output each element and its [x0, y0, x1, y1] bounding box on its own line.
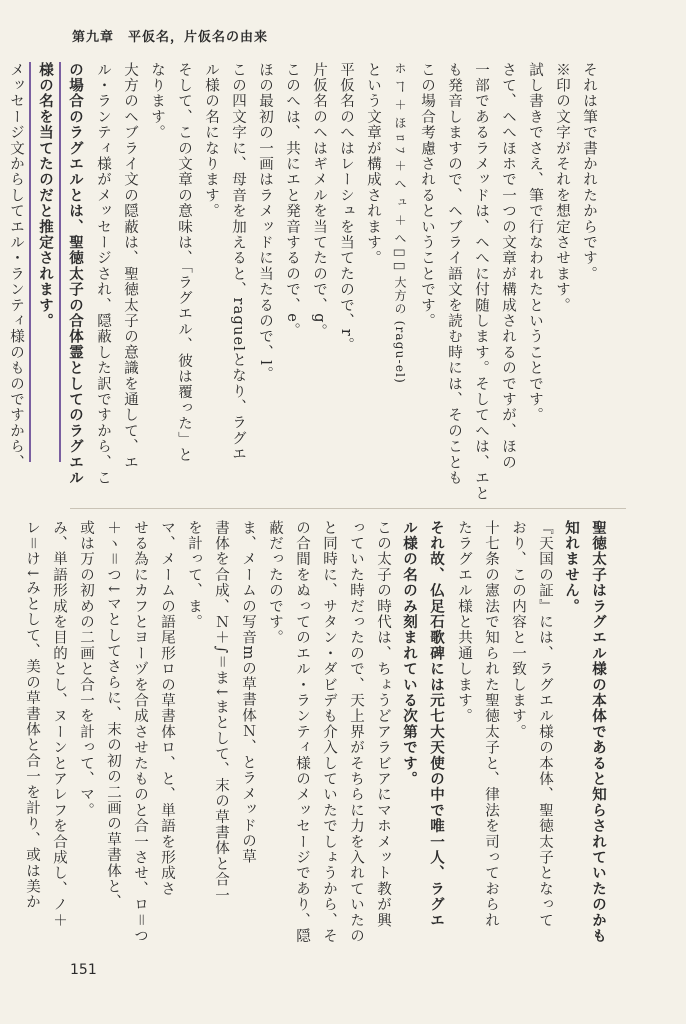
text-line: ま、メームの写音mの草書体Ｎ、とラメッドの草 — [240, 520, 256, 865]
text-line: たラグエル様と共通します。 — [456, 520, 472, 725]
upper-text-block — [8, 62, 602, 502]
text-line: レ＝け↓みとして、美の草書体と合一を計り、或は美か — [24, 520, 40, 911]
text-line: 聖徳太子はラグエル様の本体であると知らされていたのかも — [590, 520, 607, 944]
text-line: 『天国の証』には、ラグエル様の本体、聖徳太子となって — [537, 520, 553, 929]
text-line: ほの最初の一画はラメッドに当たるので、l。 — [257, 62, 273, 382]
text-line: 十七条の憲法で知られた聖徳太子と、律法を司っておられ — [483, 520, 499, 929]
text-line: も発音しますので、ヘブライ語文を読む時には、そのことも — [446, 62, 462, 486]
text-line: この四文字に、母音を加えると、raguelとなり、ラグエ — [230, 62, 246, 463]
text-line: メッセージ文からしてエル・ランティ様のものですから、 — [8, 62, 24, 471]
text-line: マ、メームの語尾形ロの草書体ロ、と、単語を形成さ — [159, 520, 175, 897]
highlighted-line: の場合のラグエルとは、聖徳太子の合体霊としてのラグエル — [59, 62, 89, 462]
page-number: 151 — [70, 962, 97, 978]
text-line: 蔽だったのです。 — [267, 520, 283, 646]
text-line: 平仮名のへはレーシュを当てたので、r。 — [338, 62, 354, 353]
text-line: ル様の名になります。 — [203, 62, 219, 219]
text-line: の合間をぬってのエル・ランティ様のメッセージであり、隠 — [294, 520, 310, 944]
text-line: 知れません。 — [563, 520, 580, 615]
text-line: ル・ランティ様がメッセージされ、隠蔽した訳ですから、こ — [95, 62, 111, 486]
lower-text-block — [24, 520, 612, 944]
highlighted-line: 様の名を当てたのだと推定されます。 — [29, 62, 59, 462]
text-line: なります。 — [149, 62, 165, 141]
text-line: このへは、共にエと発音するので、e。 — [284, 62, 300, 339]
text-line: と同時に、サタン・ダビデも介入していたでしょうから、そ — [321, 520, 337, 944]
text-line: そして、この文章の意味は、「ラグエル、彼は覆った」と — [176, 62, 192, 463]
text-line: さて、ヘへほホで一つの文章が構成されるのですが、ほの — [500, 62, 516, 471]
hebrew-formula-line: ホ ヿ ＋ ほ ﾛ ﾌ ＋ へ ュ ＋ へ ﾞ ＝ 大方の (ragu-el) — [393, 62, 407, 385]
text-line: この場合考慮されるということです。 — [419, 62, 435, 329]
section-divider — [70, 508, 626, 509]
text-line: 一部であるラメッドは、ヘへに付随します。そしてへは、エと — [473, 62, 489, 502]
text-line: 試し書きでさえ、筆で行なわれたということです。 — [527, 62, 543, 424]
text-line: ル様の名のみ刻まれている次第です。 — [401, 520, 418, 787]
text-line: それ故、仏足石歌碑には元七大天使の中で唯一人、ラグエ — [428, 520, 445, 929]
text-line: を計って、ま。 — [186, 520, 202, 630]
chapter-header: 第九章 平仮名，片仮名の由来 — [72, 30, 269, 45]
text-line: 或は万の初めの二画と合一を計って、マ。 — [78, 520, 94, 819]
text-line: み、単語形成を目的とし、ヌーンとアレフを合成し、ノ＋ — [51, 520, 67, 929]
text-line: おり、この内容と一致します。 — [510, 520, 526, 740]
text-line: っていた時だったので、天上界がそちらに力を入れていたの — [348, 520, 364, 944]
text-line: 片仮名のヘはギメルを当てたので、g。 — [311, 62, 327, 340]
text-line: という文章が構成されます。 — [365, 62, 381, 267]
text-line: それは筆で書かれたからです。 — [581, 62, 597, 282]
text-line: ※印の文字がそれを想定させます。 — [554, 62, 570, 314]
text-line: せる為にカフとヨーヅを合成させたものと合一させ、ロ＝つ — [132, 520, 148, 944]
text-line: 大方のヘブライ文の隠蔽は、聖徳太子の意識を通して、エ — [122, 62, 138, 471]
text-line: ＋ヽ＝つ↓マとしてさらに、末の初の二画の草書体と、 — [105, 520, 121, 911]
text-line: この太子の時代は、ちょうどアラビアにマホメット教が興 — [375, 520, 391, 929]
text-line: 書体を合成、Ｎ＋∫＝ま↓まとして、末の草書体と合一 — [213, 520, 229, 904]
